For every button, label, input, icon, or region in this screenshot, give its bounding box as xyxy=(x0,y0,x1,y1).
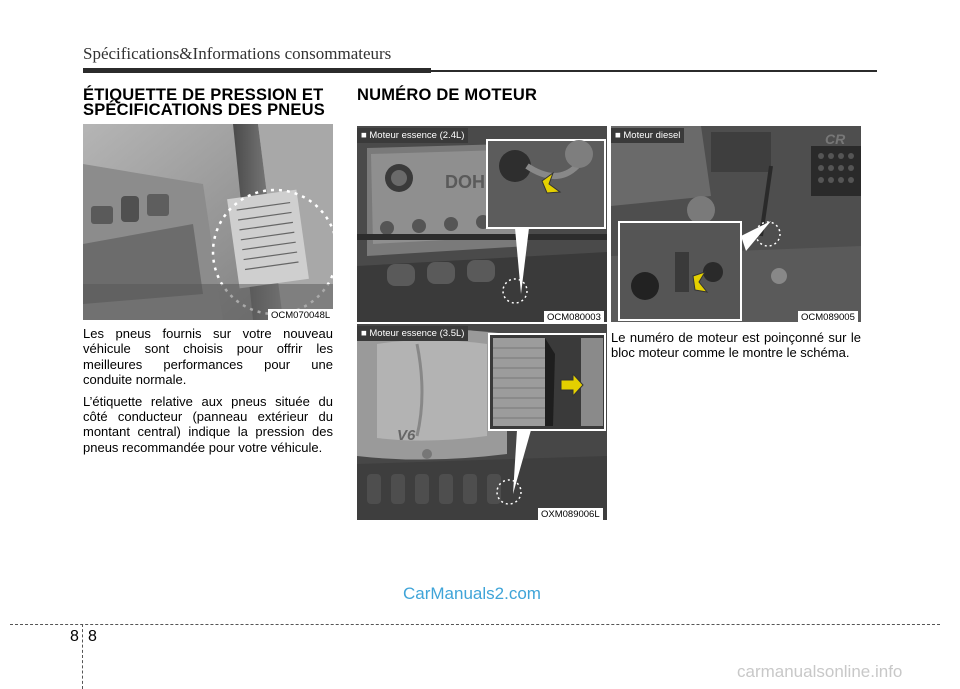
engine-2-4l-illustration xyxy=(357,126,607,322)
header-rule-thin xyxy=(431,70,877,72)
image-code-engine-2-4l: OCM080003 xyxy=(544,311,604,324)
svg-text:CR: CR xyxy=(825,131,846,147)
svg-text:DOH: DOH xyxy=(445,172,485,192)
engine-3-5l-illustration xyxy=(357,324,607,520)
paragraph-1: Les pneus fournis sur votre nouveau véhicule sont choisis pour offrir les meilleures performances pour une conduite normale. xyxy=(83,326,333,388)
engine-photo-diesel xyxy=(611,126,861,322)
engine-number-text: Le numéro de moteur est poinçonné sur le bloc moteur comme le montre le schéma. xyxy=(611,330,861,361)
page-chapter: 8 xyxy=(70,628,79,645)
watermark-carmanuals2[interactable]: CarManuals2.com xyxy=(403,584,541,603)
engine-photo-2-4l xyxy=(357,126,607,322)
header-rule-thick xyxy=(83,68,431,73)
caption-engine-3-5l: ■ Moteur essence (3.5L) xyxy=(357,326,468,341)
section-title-line-1: ÉTIQUETTE DE PRESSION ET xyxy=(83,86,324,104)
image-code-engine-3-5l: OXM089006L xyxy=(538,508,603,521)
paragraph-2: L’étiquette relative aux pneus située du côté conducteur (panneau extérieur du montant central) indique la pression des pneus recommandée pour votre véhicule. xyxy=(83,393,333,455)
header-title: Spécifications&Informations consommateurs xyxy=(83,44,392,63)
footer-dashed-rule xyxy=(10,624,940,625)
tire-label-illustration xyxy=(83,124,333,320)
watermark-carmanualsonline[interactable]: carmanualsonline.info xyxy=(737,662,903,681)
page-number: 8 xyxy=(88,628,97,645)
section-title-line-2: SPÉCIFICATIONS DES PNEUS xyxy=(83,101,325,119)
tire-label-photo xyxy=(83,124,333,320)
engine-photo-3-5l xyxy=(357,324,607,520)
footer-dashed-divider xyxy=(82,624,83,689)
section-title-tire-label xyxy=(83,88,325,118)
caption-engine-2-4l: ■ Moteur essence (2.4L) xyxy=(357,128,468,143)
tire-label-text xyxy=(83,326,333,461)
image-code-tire-label: OCM070048L xyxy=(268,309,333,322)
image-code-engine-diesel: OCM089005 xyxy=(798,311,858,324)
section-title-engine-number: NUMÉRO DE MOTEUR xyxy=(357,86,538,104)
svg-text:V6: V6 xyxy=(397,427,416,444)
engine-diesel-illustration xyxy=(611,126,861,322)
caption-engine-diesel: ■ Moteur diesel xyxy=(611,128,684,143)
